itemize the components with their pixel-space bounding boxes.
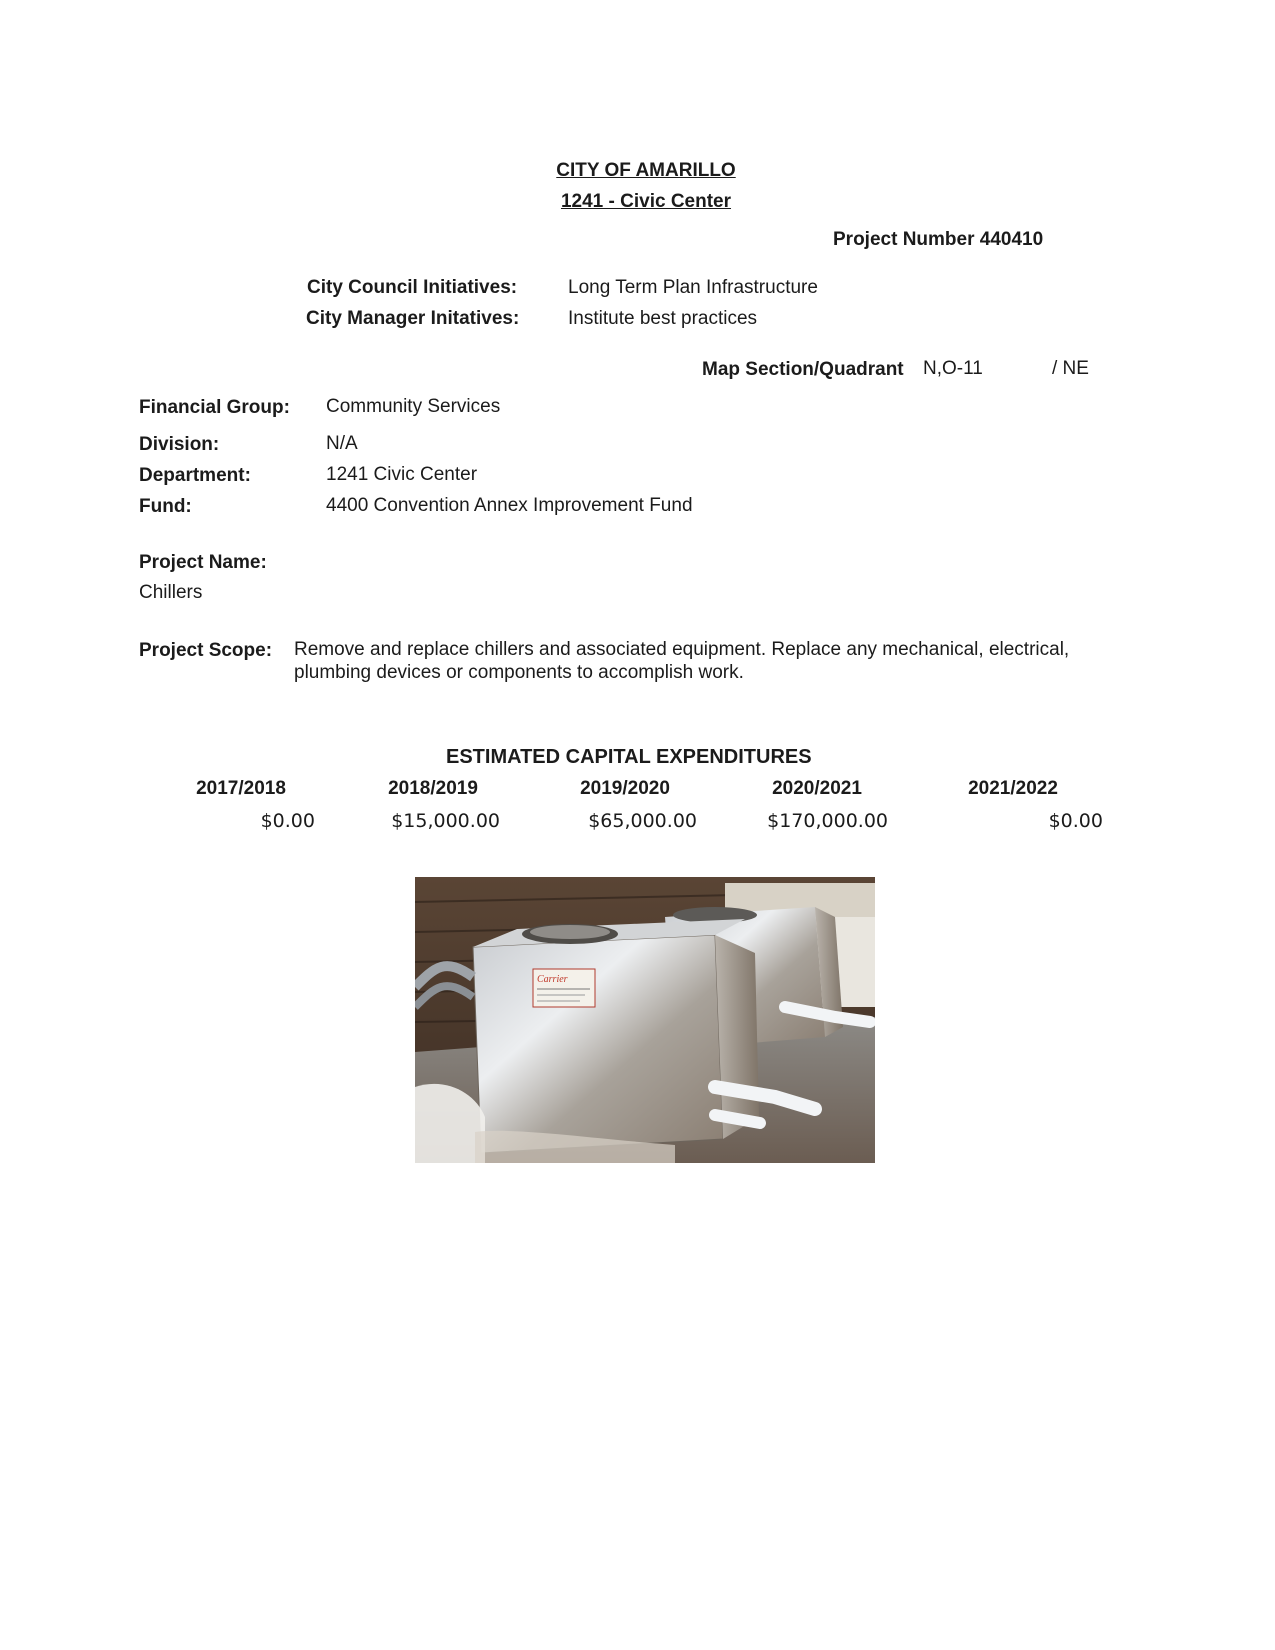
year-2019-2020: 2019/2020 (580, 778, 670, 799)
chiller-brand-label: Carrier (537, 974, 568, 985)
council-initiatives-value: Long Term Plan Infrastructure (568, 277, 818, 298)
year-2021-2022: 2021/2022 (968, 778, 1058, 799)
map-section-value: N,O-11 (923, 358, 983, 379)
fund-label: Fund: (139, 496, 192, 517)
fund-value: 4400 Convention Annex Improvement Fund (326, 495, 693, 516)
expenditures-title: ESTIMATED CAPITAL EXPENDITURES (446, 746, 812, 768)
division-value: N/A (326, 433, 358, 454)
amount-2020-2021: $170,000.00 (767, 810, 888, 832)
project-scope-line-2: plumbing devices or components to accomplish work. (294, 662, 744, 683)
map-quadrant-value: / NE (1052, 358, 1089, 379)
project-name-value: Chillers (139, 582, 203, 603)
city-title: CITY OF AMARILLO (556, 160, 736, 181)
division-label: Division: (139, 434, 220, 455)
amount-2018-2019: $15,000.00 (391, 810, 500, 832)
project-number-value: 440410 (979, 229, 1044, 250)
page-subtitle: 1241 - Civic Center (560, 191, 732, 212)
map-section-label: Map Section/Quadrant (702, 359, 904, 380)
department-label: Department: (139, 465, 251, 486)
project-number (833, 229, 1043, 251)
amount-2017-2018: $0.00 (260, 810, 315, 832)
financial-group-label: Financial Group: (139, 397, 290, 418)
project-scope-line-1: Remove and replace chillers and associated equipment. Replace any mechanical, electrical, (294, 639, 1070, 660)
chiller-photo (415, 877, 875, 1163)
amount-2021-2022: $0.00 (1048, 810, 1103, 832)
department-value: 1241 Civic Center (326, 464, 478, 485)
council-initiatives-label: City Council Initiatives: (307, 277, 518, 298)
project-name-label: Project Name: (139, 552, 267, 573)
project-scope-label: Project Scope: (139, 640, 273, 661)
amount-2019-2020: $65,000.00 (588, 810, 697, 832)
year-2020-2021: 2020/2021 (772, 778, 862, 799)
project-number-label: Project Number (833, 229, 975, 250)
manager-initiatives-label: City Manager Initatives: (306, 308, 520, 329)
year-2018-2019: 2018/2019 (388, 778, 478, 799)
year-2017-2018: 2017/2018 (196, 778, 286, 799)
financial-group-value: Community Services (326, 396, 501, 417)
manager-initiatives-value: Institute best practices (568, 308, 758, 329)
